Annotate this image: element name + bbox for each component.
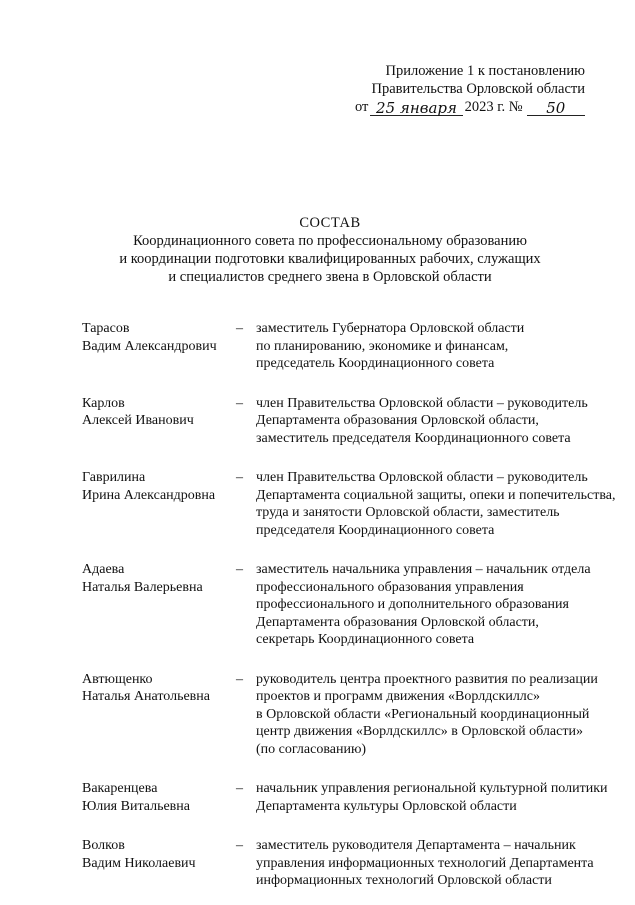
member-row [82,469,616,539]
member-role [256,469,616,539]
date-prefix: от [355,99,369,115]
member-dash: – [236,838,243,853]
member-given: Юлия Витальевна [82,798,190,814]
member-dash: – [236,395,243,411]
member-given: Вадим Александрович [82,338,217,354]
member-role-line: начальник управления региональной культурной политики [256,781,608,796]
member-surname: Волков [82,838,125,853]
member-role [256,395,602,448]
member-dash: – [236,321,243,336]
member-role-line: проектов и программ движения «Ворлдскиллс» [256,689,541,704]
member-role-line: секретарь Координационного совета [256,632,475,647]
member-row [82,671,602,759]
member-role-line: Департамента социальной защиты, опеки и попечительства, [256,487,616,503]
member-role-line: Департамента культуры Орловской области [256,798,517,814]
member-name [82,561,236,649]
members-list [82,320,616,905]
member-row [82,320,602,373]
member-name [82,837,236,890]
member-given: Вадим Николаевич [82,855,196,871]
member-dash: – [236,781,243,796]
member-name [82,780,236,815]
member-row [82,780,608,815]
member-role-line: член Правительства Орловской области – руководитель [256,470,588,485]
member-role-line: руководитель центра проектного развития по реализации [256,671,598,687]
member-role-line: Департамента образования Орловской области, [256,614,539,630]
member-role-line: центр движения «Ворлдскиллс» в Орловской области» [256,724,583,739]
appendix-header [355,62,585,116]
member-dash: – [236,562,243,577]
title-line: Координационного совета по профессиональному образованию [133,233,527,249]
member-name [82,469,236,539]
member-role-line: член Правительства Орловской области – руководитель [256,395,588,411]
member-surname: Карлов [82,395,125,411]
date-year: 2023 г. № [464,99,523,115]
member-role-line: труда и занятости Орловской области, заместитель [256,505,560,520]
member-surname: Адаева [82,562,125,577]
member-role-line: профессионального и дополнительного образования [256,597,569,612]
member-surname: Тарасов [82,321,130,336]
member-role-line: заместитель руководителя Департамента – начальник [256,838,576,853]
member-role-line: профессионального образования управления [256,579,524,595]
handwritten-date: 25 января [370,101,462,116]
member-role-line: Департамента образования Орловской области, [256,413,539,428]
member-dash: – [236,671,243,687]
member-role-line: в Орловской области «Региональный координационный [256,706,590,722]
member-given: Наталья Анатольевна [82,689,211,704]
member-surname: Автющенко [82,671,153,687]
member-name [82,320,236,373]
title-line: и специалистов среднего звена в Орловской области [168,269,492,285]
document-title [60,214,600,286]
member-role [256,671,602,759]
member-role [256,780,608,815]
member-role [256,320,602,373]
member-given: Алексей Иванович [82,413,194,428]
member-row [82,837,602,890]
appendix-line-2: Правительства Орловской области [371,81,585,97]
member-dash: – [236,470,243,485]
handwritten-number: 50 [527,101,585,116]
member-name [82,395,236,448]
member-name [82,671,236,759]
member-role-line: председатель Координационного совета [256,356,495,371]
member-given: Ирина Александровна [82,487,216,503]
member-role-line: председателя Координационного совета [256,522,495,538]
member-surname: Вакаренцева [82,781,158,796]
member-given: Наталья Валерьевна [82,579,203,595]
member-role-line: заместитель Губернатора Орловской области [256,321,525,336]
member-role-line: (по согласованию) [256,741,367,757]
title-line: и координации подготовки квалифицированных рабочих, служащих [119,251,541,267]
appendix-date-line [355,98,585,116]
appendix-line-1: Приложение 1 к постановлению [385,63,585,79]
member-surname: Гаврилина [82,470,146,485]
member-role-line: по планированию, экономике и финансам, [256,338,509,354]
member-role-line: информационных технологий Орловской области [256,873,552,888]
member-role [256,837,602,890]
member-role-line: заместитель председателя Координационного совета [256,430,571,446]
member-role-line: управления информационных технологий Департамента [256,855,594,871]
member-row [82,561,602,649]
title-heading: СОСТАВ [299,215,361,231]
member-role [256,561,602,649]
member-row [82,395,602,448]
member-role-line: заместитель начальника управления – начальник отдела [256,562,591,577]
